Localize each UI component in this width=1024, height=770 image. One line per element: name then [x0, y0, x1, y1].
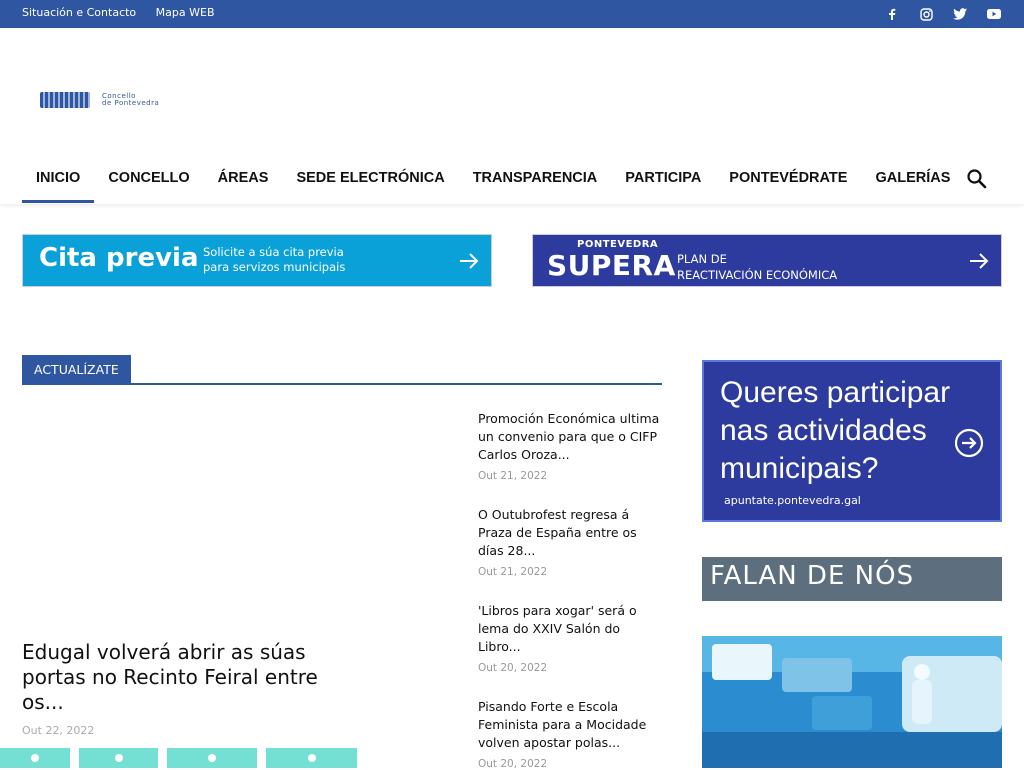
participa-url: apuntate.pontevedra.gal	[724, 494, 861, 507]
news-title[interactable]: 'Libros para xogar' será o lema do XXIV Salón do Libro...	[478, 603, 637, 654]
supera-brand-top: PONTEVEDRA	[577, 239, 659, 250]
news-title[interactable]: O Outubrofest regresa á Praza de España entre os días 28...	[478, 507, 637, 558]
instagram-icon[interactable]	[918, 6, 934, 22]
arrow-circle-icon	[954, 428, 984, 458]
nav-pontevedrate[interactable]: PONTEVÉDRATE	[729, 170, 848, 186]
arrow-right-icon	[967, 249, 991, 273]
logo-text: Concello de Pontevedra	[102, 92, 160, 107]
section-header	[22, 355, 662, 385]
nav-areas[interactable]: ÁREAS	[217, 170, 269, 186]
nav-transparencia[interactable]: TRANSPARENCIA	[472, 170, 598, 186]
pontevedra-supera-banner[interactable]	[532, 234, 1002, 287]
carousel-tab[interactable]	[167, 748, 257, 768]
news-item	[478, 602, 664, 674]
falan-de-nos-banner[interactable]: FALAN DE NÓS	[702, 557, 1002, 601]
cita-previa-banner[interactable]	[22, 234, 492, 287]
featured-date: Out 22, 2022	[22, 724, 95, 737]
youtube-icon[interactable]	[986, 6, 1002, 22]
news-date: Out 20, 2022	[478, 758, 548, 770]
site-logo[interactable]	[40, 92, 159, 108]
nav-concello[interactable]: CONCELLO	[108, 170, 190, 186]
news-title[interactable]: Promoción Económica ultima un convenio para que o CIFP Carlos Oroza...	[478, 411, 660, 462]
nav-inicio[interactable]: INICIO	[22, 160, 94, 203]
social-links	[884, 6, 1002, 22]
dot-icon	[208, 754, 216, 762]
link-situacion-contacto[interactable]: Situación e Contacto	[22, 6, 137, 19]
facebook-icon[interactable]	[884, 6, 900, 22]
news-item	[478, 698, 664, 770]
nav-participa[interactable]: PARTICIPA	[625, 170, 702, 186]
news-date: Out 21, 2022	[478, 566, 548, 578]
dot-icon	[308, 754, 316, 762]
nav-sede-electronica[interactable]: SEDE ELECTRÓNICA	[296, 170, 445, 186]
news-date: Out 20, 2022	[478, 662, 548, 674]
featured-title[interactable]: Edugal volverá abrir as súas portas no Recinto Feiral entre os...	[22, 640, 318, 714]
news-photo[interactable]	[702, 636, 1002, 768]
cita-previa-title: Cita previa	[39, 243, 199, 273]
search-icon[interactable]	[966, 168, 988, 190]
cita-previa-text: Solicite a súa cita previa para servizos municipais	[203, 245, 346, 274]
news-item	[478, 410, 664, 482]
section-label: ACTUALÍZATE	[22, 355, 131, 383]
participa-question: Queres participar nas actividades municipais?	[720, 376, 951, 485]
nav-galerias[interactable]: GALERÍAS	[875, 170, 951, 186]
top-bar	[0, 0, 1024, 28]
supera-text: PLAN DE REACTIVACIÓN ECONÓMICA	[677, 252, 838, 282]
carousel-tab[interactable]	[266, 748, 357, 768]
dot-icon	[115, 754, 123, 762]
dot-icon	[31, 754, 39, 762]
news-date: Out 21, 2022	[478, 470, 548, 482]
carousel-tab[interactable]	[0, 748, 70, 768]
top-links	[22, 6, 231, 19]
site-header	[0, 28, 1024, 204]
link-mapa-web[interactable]: Mapa WEB	[155, 6, 215, 19]
news-title[interactable]: Pisando Forte e Escola Feminista para a Mocidade volven apostar polas...	[478, 699, 647, 750]
main-nav	[22, 160, 964, 203]
supera-brand: SUPERA	[547, 249, 676, 282]
participa-banner[interactable]	[702, 360, 1002, 522]
news-item	[478, 506, 664, 578]
logo-mark-icon	[40, 92, 90, 108]
carousel-tab[interactable]	[79, 748, 158, 768]
arrow-right-icon	[457, 249, 481, 273]
twitter-icon[interactable]	[952, 6, 968, 22]
